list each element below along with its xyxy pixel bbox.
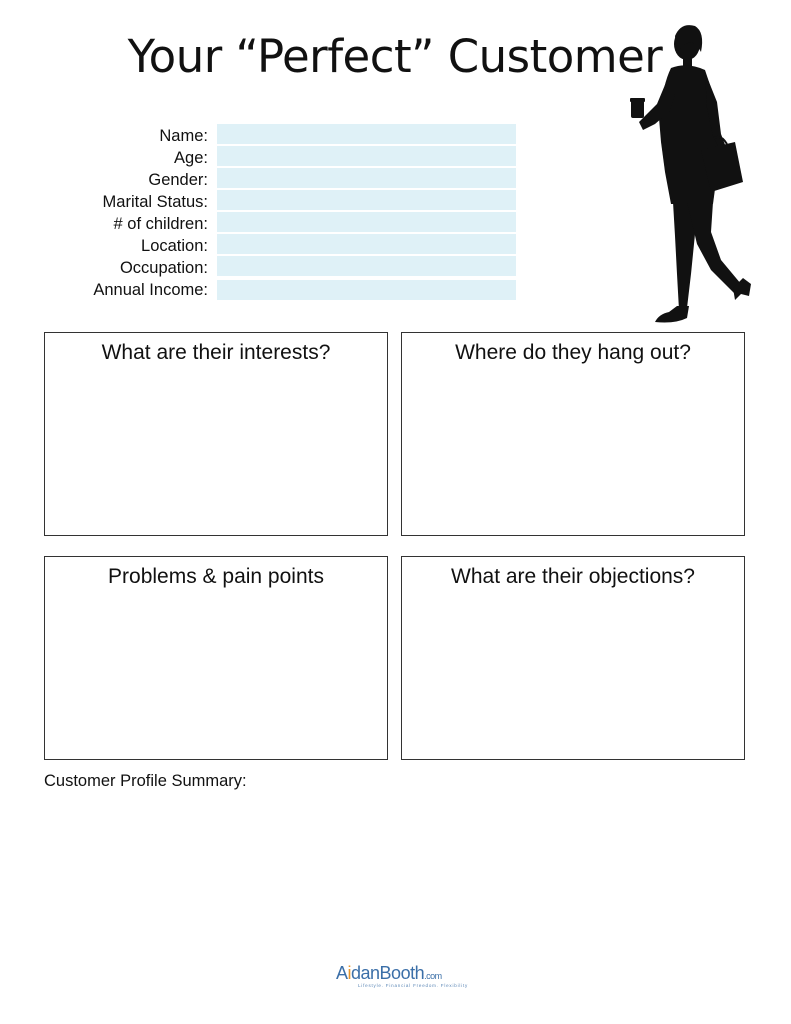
- summary-input[interactable]: [44, 796, 748, 950]
- field-row-age: [40, 146, 208, 168]
- objections-box: [401, 556, 745, 760]
- logo-name: danBooth: [351, 963, 425, 983]
- interests-box: [44, 332, 388, 536]
- pain-points-box-title: Problems & pain points: [108, 565, 324, 588]
- field-label-age: Age:: [174, 149, 208, 167]
- occupation-field[interactable]: [217, 256, 516, 276]
- pain-points-box: [44, 556, 388, 760]
- logo-first-letter: A: [336, 963, 348, 983]
- interests-input[interactable]: [53, 375, 379, 527]
- hangouts-box: [401, 332, 745, 536]
- field-row-annual-income: [40, 278, 208, 300]
- children-field[interactable]: [217, 212, 516, 232]
- logo-wordmark: [336, 963, 442, 984]
- objections-input[interactable]: [410, 599, 736, 751]
- pain-points-input[interactable]: [53, 599, 379, 751]
- aidanbooth-logo: [336, 963, 469, 993]
- interests-box-title: What are their interests?: [101, 341, 331, 364]
- field-row-occupation: [40, 256, 208, 278]
- objections-box-title: What are their objections?: [451, 565, 695, 588]
- field-label-occupation: Occupation:: [119, 259, 208, 277]
- age-field[interactable]: [217, 146, 516, 166]
- summary-label: Customer Profile Summary:: [44, 772, 247, 790]
- logo-dot-letter: i: [347, 963, 352, 983]
- field-label-annual-income: Annual Income:: [93, 281, 208, 299]
- page-title: Your “Perfect” Customer: [127, 30, 663, 83]
- field-label-location: Location:: [141, 237, 208, 255]
- field-row-gender: [40, 168, 208, 190]
- hangouts-input[interactable]: [410, 375, 736, 527]
- location-field[interactable]: [217, 234, 516, 254]
- marital-status-field[interactable]: [217, 190, 516, 210]
- gender-field[interactable]: [217, 168, 516, 188]
- field-label-gender: Gender:: [148, 171, 208, 189]
- field-row-marital-status: [40, 190, 208, 212]
- field-label-marital-status: Marital Status:: [102, 193, 208, 211]
- name-field[interactable]: [217, 124, 516, 144]
- hangouts-box-title: Where do they hang out?: [455, 341, 691, 364]
- logo-tagline: Lifestyle. Financial Freedom. Flexibility: [358, 983, 469, 988]
- field-row-location: [40, 234, 208, 256]
- field-row-name: [40, 124, 208, 146]
- businesswoman-silhouette-icon: [625, 22, 760, 327]
- logo-domain: .com: [424, 971, 442, 981]
- field-label-children: # of children:: [113, 215, 208, 233]
- field-label-name: Name:: [159, 127, 208, 145]
- field-row-children: [40, 212, 208, 234]
- annual-income-field[interactable]: [217, 280, 516, 300]
